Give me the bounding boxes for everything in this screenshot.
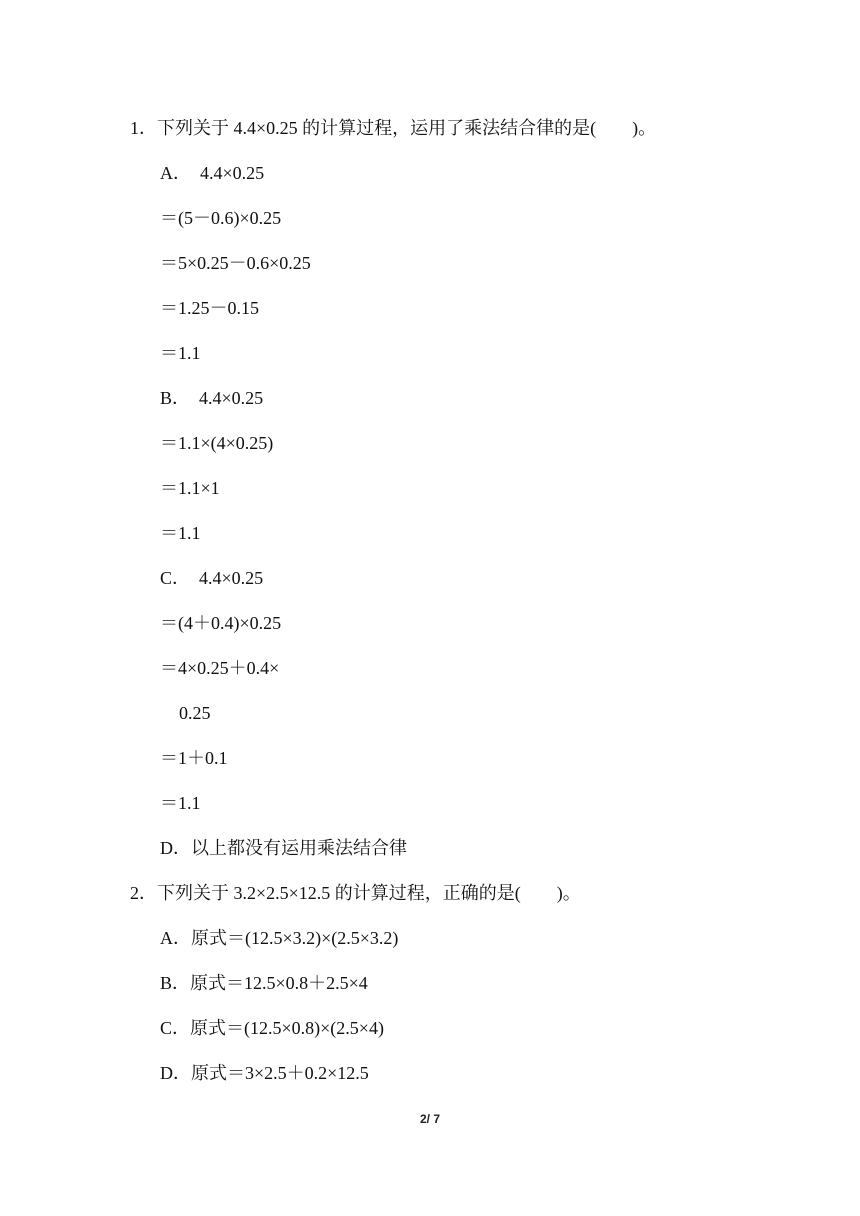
question-1-option-c-line-6: ＝1.1 bbox=[160, 793, 201, 813]
question-1-option-a-line-2: ＝(5－0.6)×0.25 bbox=[160, 208, 282, 228]
question-1-option-c-line-1: C． 4.4×0.25 bbox=[160, 568, 264, 588]
question-1-option-a-line-1: A． 4.4×0.25 bbox=[160, 163, 265, 183]
question-1-option-b-line-3: ＝1.1×1 bbox=[160, 478, 220, 498]
question-2-option-c: C．原式＝(12.5×0.8)×(2.5×4) bbox=[160, 1018, 384, 1038]
question-1-option-d: D．以上都没有运用乘法结合律 bbox=[160, 838, 407, 858]
question-1-option-c-line-3: ＝4×0.25＋0.4× bbox=[160, 658, 280, 678]
question-1-option-a-line-3: ＝5×0.25－0.6×0.25 bbox=[160, 253, 311, 273]
question-1-option-b-line-2: ＝1.1×(4×0.25) bbox=[160, 433, 274, 453]
question-1-option-b-line-1: B． 4.4×0.25 bbox=[160, 388, 264, 408]
question-1-option-c-line-4: 0.25 bbox=[179, 703, 211, 723]
question-1-option-c-line-5: ＝1＋0.1 bbox=[160, 748, 228, 768]
question-2-option-b: B．原式＝12.5×0.8＋2.5×4 bbox=[160, 973, 368, 993]
question-1-option-c-line-2: ＝(4＋0.4)×0.25 bbox=[160, 613, 282, 633]
question-1-option-b-line-4: ＝1.1 bbox=[160, 523, 201, 543]
question-1-option-a-line-5: ＝1.1 bbox=[160, 343, 201, 363]
question-2-option-d: D．原式＝3×2.5＋0.2×12.5 bbox=[160, 1063, 369, 1083]
question-2-stem: 2．下列关于 3.2×2.5×12.5 的计算过程，正确的是( )。 bbox=[130, 883, 581, 903]
question-2-option-a: A．原式＝(12.5×3.2)×(2.5×3.2) bbox=[160, 928, 399, 948]
page-number: 2/ 7 bbox=[419, 1112, 440, 1126]
question-1-stem: 1．下列关于 4.4×0.25 的计算过程，运用了乘法结合律的是( )。 bbox=[130, 118, 657, 138]
question-1-option-a-line-4: ＝1.25－0.15 bbox=[160, 298, 259, 318]
